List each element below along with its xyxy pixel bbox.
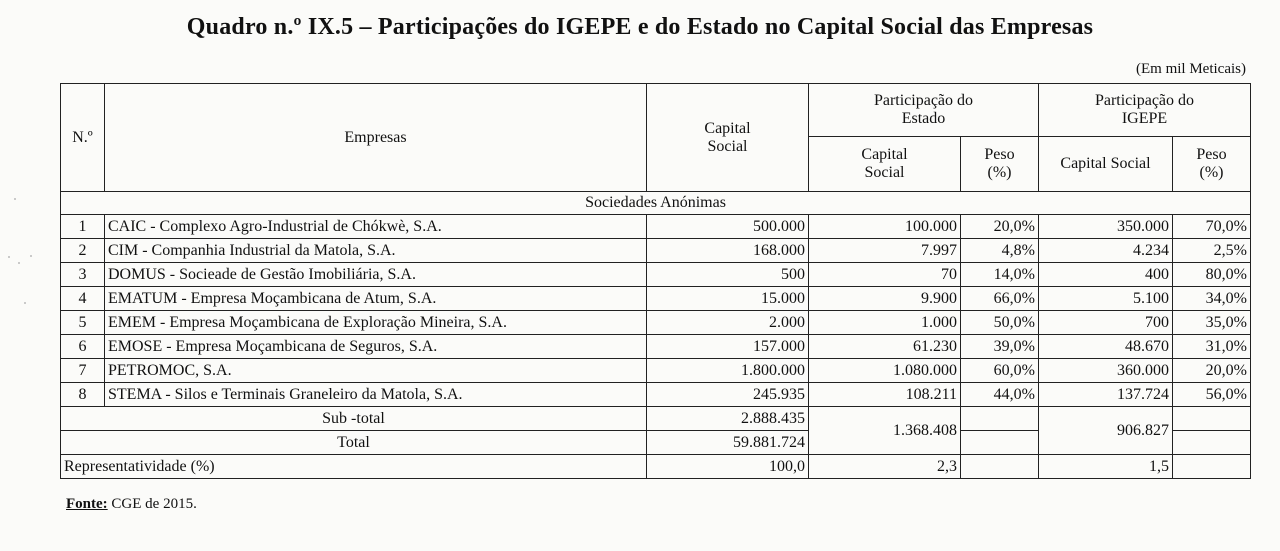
estado-peso-value: 14,0% (961, 263, 1039, 287)
table-row (61, 359, 1251, 383)
subtotal-estado-capital: 1.368.408 (809, 407, 961, 455)
igepe-capital-value: 4.234 (1039, 239, 1173, 263)
representatividade-igepe: 1,5 (1039, 455, 1173, 479)
estado-capital-value: 70 (809, 263, 961, 287)
igepe-peso-value: 2,5% (1173, 239, 1251, 263)
header-row (61, 84, 1251, 137)
representatividade-label: Representatividade (%) (61, 455, 647, 479)
estado-peso-value: 4,8% (961, 239, 1039, 263)
estado-peso-value: 44,0% (961, 383, 1039, 407)
table-row (61, 335, 1251, 359)
unit-note: (Em mil Meticais) (1136, 61, 1246, 77)
company-name: CIM - Companhia Industrial da Matola, S.A. (105, 239, 647, 263)
table-row (61, 215, 1251, 239)
representatividade-igepe-peso (1173, 455, 1251, 479)
representatividade-capital: 100,0 (647, 455, 809, 479)
row-number: 4 (61, 287, 105, 311)
subtotal-capital: 2.888.435 (647, 407, 809, 431)
section-row (61, 192, 1251, 215)
capital-social-value: 500.000 (647, 215, 809, 239)
company-name: EMEM - Empresa Moçambicana de Exploração Mineira, S.A. (105, 311, 647, 335)
row-number: 7 (61, 359, 105, 383)
estado-capital-value: 1.080.000 (809, 359, 961, 383)
header-capital-social: Capital Social (647, 84, 809, 192)
header-empresas: Empresas (105, 84, 647, 192)
total-igepe-peso (1173, 431, 1251, 455)
company-name: DOMUS - Socieade de Gestão Imobiliária, S.A. (105, 263, 647, 287)
total-label: Total (61, 431, 647, 455)
capital-social-value: 500 (647, 263, 809, 287)
table-row (61, 287, 1251, 311)
company-name: PETROMOC, S.A. (105, 359, 647, 383)
estado-peso-value: 50,0% (961, 311, 1039, 335)
company-name: CAIC - Complexo Agro-Industrial de Chókwè, S.A. (105, 215, 647, 239)
igepe-capital-value: 400 (1039, 263, 1173, 287)
estado-capital-value: 108.211 (809, 383, 961, 407)
header-estado-peso: Peso (%) (961, 137, 1039, 192)
header-num: N.º (61, 84, 105, 192)
igepe-peso-value: 70,0% (1173, 215, 1251, 239)
capital-social-value: 157.000 (647, 335, 809, 359)
total-capital: 59.881.724 (647, 431, 809, 455)
capital-social-value: 168.000 (647, 239, 809, 263)
igepe-peso-value: 56,0% (1173, 383, 1251, 407)
representatividade-row (61, 455, 1251, 479)
table-row (61, 263, 1251, 287)
capital-social-value: 2.000 (647, 311, 809, 335)
igepe-peso-value: 20,0% (1173, 359, 1251, 383)
subtotal-label: Sub -total (61, 407, 647, 431)
table-row (61, 383, 1251, 407)
estado-peso-value: 60,0% (961, 359, 1039, 383)
source-text: CGE de 2015. (107, 496, 197, 512)
section-label: Sociedades Anónimas (61, 192, 1251, 215)
header-igepe-capital: Capital Social (1039, 137, 1173, 192)
igepe-capital-value: 137.724 (1039, 383, 1173, 407)
company-name: STEMA - Silos e Terminais Graneleiro da Matola, S.A. (105, 383, 647, 407)
igepe-peso-value: 34,0% (1173, 287, 1251, 311)
estado-capital-value: 100.000 (809, 215, 961, 239)
table-row (61, 311, 1251, 335)
row-number: 5 (61, 311, 105, 335)
estado-peso-value: 66,0% (961, 287, 1039, 311)
table-title: Quadro n.º IX.5 – Participações do IGEPE e do Estado no Capital Social das Empresas (186, 14, 1094, 40)
capital-social-value: 1.800.000 (647, 359, 809, 383)
estado-capital-value: 7.997 (809, 239, 961, 263)
capital-social-value: 245.935 (647, 383, 809, 407)
header-participacao-estado: Participação do Estado (809, 84, 1039, 137)
total-estado-peso (961, 431, 1039, 455)
source-note (66, 496, 197, 513)
igepe-capital-value: 48.670 (1039, 335, 1173, 359)
igepe-peso-value: 35,0% (1173, 311, 1251, 335)
row-number: 8 (61, 383, 105, 407)
estado-capital-value: 61.230 (809, 335, 961, 359)
row-number: 6 (61, 335, 105, 359)
capital-social-value: 15.000 (647, 287, 809, 311)
header-participacao-igepe: Participação do IGEPE (1039, 84, 1251, 137)
company-name: EMOSE - Empresa Moçambicana de Seguros, S.A. (105, 335, 647, 359)
igepe-peso-value: 80,0% (1173, 263, 1251, 287)
table-row (61, 239, 1251, 263)
estado-peso-value: 20,0% (961, 215, 1039, 239)
igepe-peso-value: 31,0% (1173, 335, 1251, 359)
estado-peso-value: 39,0% (961, 335, 1039, 359)
source-label: Fonte: (66, 496, 108, 512)
igepe-capital-value: 5.100 (1039, 287, 1173, 311)
header-igepe-peso: Peso (%) (1173, 137, 1251, 192)
igepe-capital-value: 360.000 (1039, 359, 1173, 383)
row-number: 1 (61, 215, 105, 239)
header-estado-capital: Capital Social (809, 137, 961, 192)
representatividade-estado: 2,3 (809, 455, 961, 479)
row-number: 2 (61, 239, 105, 263)
estado-capital-value: 1.000 (809, 311, 961, 335)
company-name: EMATUM - Empresa Moçambicana de Atum, S.A. (105, 287, 647, 311)
estado-capital-value: 9.900 (809, 287, 961, 311)
subtotal-igepe-peso (1173, 407, 1251, 431)
participations-table (60, 83, 1251, 479)
subtotal-estado-peso (961, 407, 1039, 431)
igepe-capital-value: 350.000 (1039, 215, 1173, 239)
row-number: 3 (61, 263, 105, 287)
subtotal-row (61, 407, 1251, 431)
representatividade-estado-peso (961, 455, 1039, 479)
igepe-capital-value: 700 (1039, 311, 1173, 335)
subtotal-igepe-capital: 906.827 (1039, 407, 1173, 455)
